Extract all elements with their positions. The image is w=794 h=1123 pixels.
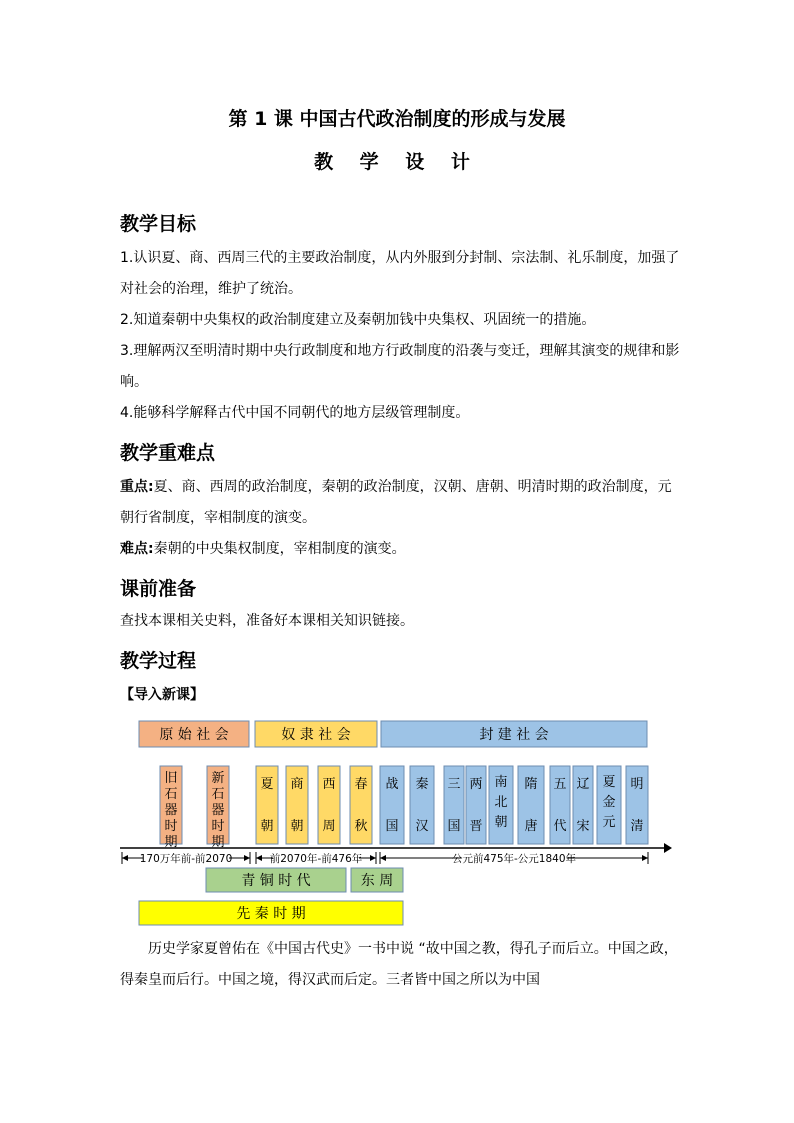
range-1-label: 前2070年-前476年 bbox=[269, 853, 363, 865]
goal-item-4: 4.能够科学解释古代中国不同朝代的地方层级管理制度。 bbox=[120, 405, 470, 421]
period-1-char-2: 器 bbox=[211, 803, 225, 818]
period-12-char-0: 五 bbox=[553, 777, 567, 792]
goal-item-3: 3.理解两汉至明清时期中央行政制度和地方行政制度的沿袭与变迁，理解其演变的规律和影响。 bbox=[120, 343, 680, 390]
period-14-char-1: 金 bbox=[602, 795, 616, 810]
range-0-arrow-right bbox=[244, 855, 250, 861]
goal-item-1: 1.认识夏、商、西周三代的主要政治制度，从内外服到分封制、宗法制、礼乐制度，加强了对社会的治理，维护了统治。 bbox=[120, 250, 680, 297]
range-1-arrow-right bbox=[370, 855, 376, 861]
period-0-char-3: 时 bbox=[164, 819, 178, 834]
period-0-char-2: 器 bbox=[164, 803, 178, 818]
era-1-label: 奴 隶 社 会 bbox=[281, 727, 351, 744]
period-4-char-1: 周 bbox=[322, 819, 336, 834]
period-5-char-1: 秋 bbox=[354, 819, 368, 834]
period-5-char-0: 春 bbox=[354, 777, 368, 792]
period-1-char-0: 新 bbox=[211, 771, 225, 786]
period-15-char-1: 清 bbox=[630, 819, 644, 834]
period-7-char-1: 汉 bbox=[415, 819, 429, 834]
period-8-char-0: 三 bbox=[447, 777, 461, 792]
period-1-char-1: 石 bbox=[211, 787, 225, 802]
pre-qin-label: 先 秦 时 期 bbox=[236, 906, 306, 923]
period-13-char-1: 宋 bbox=[576, 819, 590, 834]
intro-paragraph: 历史学家夏曾佑在《中国古代史》一书中说 “故中国之教，得孔子而后立。中国之政，得秦皇而后行。中国之境，得汉武而后定。三者皆中国之所以为中国 bbox=[120, 941, 678, 988]
period-9-char-1: 晋 bbox=[469, 819, 483, 834]
range-2-arrow-left bbox=[380, 855, 386, 861]
period-0-char-1: 石 bbox=[164, 787, 178, 802]
period-10-char-2: 朝 bbox=[494, 815, 508, 830]
period-15-char-0: 明 bbox=[630, 777, 644, 792]
era-2-label: 封 建 社 会 bbox=[479, 727, 549, 744]
period-9-char-0: 两 bbox=[469, 777, 483, 792]
period-2-char-1: 朝 bbox=[260, 819, 274, 834]
range-0-label: 170万年前-前2070 bbox=[139, 853, 233, 865]
period-0-char-0: 旧 bbox=[164, 771, 178, 786]
range-2-label: 公元前475年-公元1840年 bbox=[451, 853, 577, 865]
period-6-char-1: 国 bbox=[385, 819, 399, 834]
difficult-text: 秦朝的中央集权制度，宰相制度的演变。 bbox=[153, 541, 406, 557]
process-heading: 教学过程 bbox=[120, 650, 197, 672]
prep-text: 查找本课相关史料，准备好本课相关知识链接。 bbox=[120, 613, 414, 629]
period-12-char-1: 代 bbox=[553, 819, 567, 834]
period-14-char-0: 夏 bbox=[602, 775, 616, 790]
eastern-zhou-label: 东 周 bbox=[360, 873, 394, 890]
period-13-char-0: 辽 bbox=[576, 777, 590, 792]
period-14-char-2: 元 bbox=[602, 815, 616, 830]
keypoints-heading: 教学重难点 bbox=[120, 442, 216, 464]
period-6-char-0: 战 bbox=[385, 777, 399, 792]
lead-in-label: 【导入新课】 bbox=[120, 687, 204, 703]
range-0-arrow-left bbox=[122, 855, 128, 861]
period-1-char-3: 时 bbox=[211, 819, 225, 834]
page-subtitle: 教 学 设 计 bbox=[314, 151, 480, 173]
key-text: 夏、商、西周的政治制度，秦朝的政治制度，汉朝、唐朝、明清时期的政治制度，元朝行省制度，宰相制度的演变。 bbox=[120, 479, 672, 526]
key-label: 重点: bbox=[120, 479, 154, 495]
timeline-axis-arrow bbox=[664, 843, 672, 853]
period-3-char-1: 朝 bbox=[290, 819, 304, 834]
bronze-age-label: 青 铜 时 代 bbox=[241, 873, 311, 890]
period-7-char-0: 秦 bbox=[415, 777, 429, 792]
range-2-arrow-right bbox=[642, 855, 648, 861]
period-10-char-1: 北 bbox=[494, 795, 508, 810]
period-10-char-0: 南 bbox=[494, 775, 508, 790]
period-1-char-4: 期 bbox=[211, 835, 225, 850]
period-2-char-0: 夏 bbox=[260, 777, 274, 792]
period-8-char-1: 国 bbox=[447, 819, 461, 834]
range-1-arrow-left bbox=[256, 855, 262, 861]
period-11-char-0: 隋 bbox=[524, 777, 538, 792]
period-3-char-0: 商 bbox=[290, 777, 304, 792]
goals-heading: 教学目标 bbox=[120, 213, 197, 235]
page-title: 第 1 课 中国古代政治制度的形成与发展 bbox=[228, 108, 566, 130]
period-4-char-0: 西 bbox=[322, 777, 336, 792]
difficult-label: 难点: bbox=[120, 541, 154, 557]
goal-item-2: 2.知道秦朝中央集权的政治制度建立及秦朝加钱中央集权、巩固统一的措施。 bbox=[120, 312, 596, 328]
period-0-char-4: 期 bbox=[164, 835, 178, 850]
era-0-label: 原 始 社 会 bbox=[159, 727, 229, 744]
period-11-char-1: 唐 bbox=[524, 819, 538, 834]
prep-heading: 课前准备 bbox=[120, 578, 197, 600]
